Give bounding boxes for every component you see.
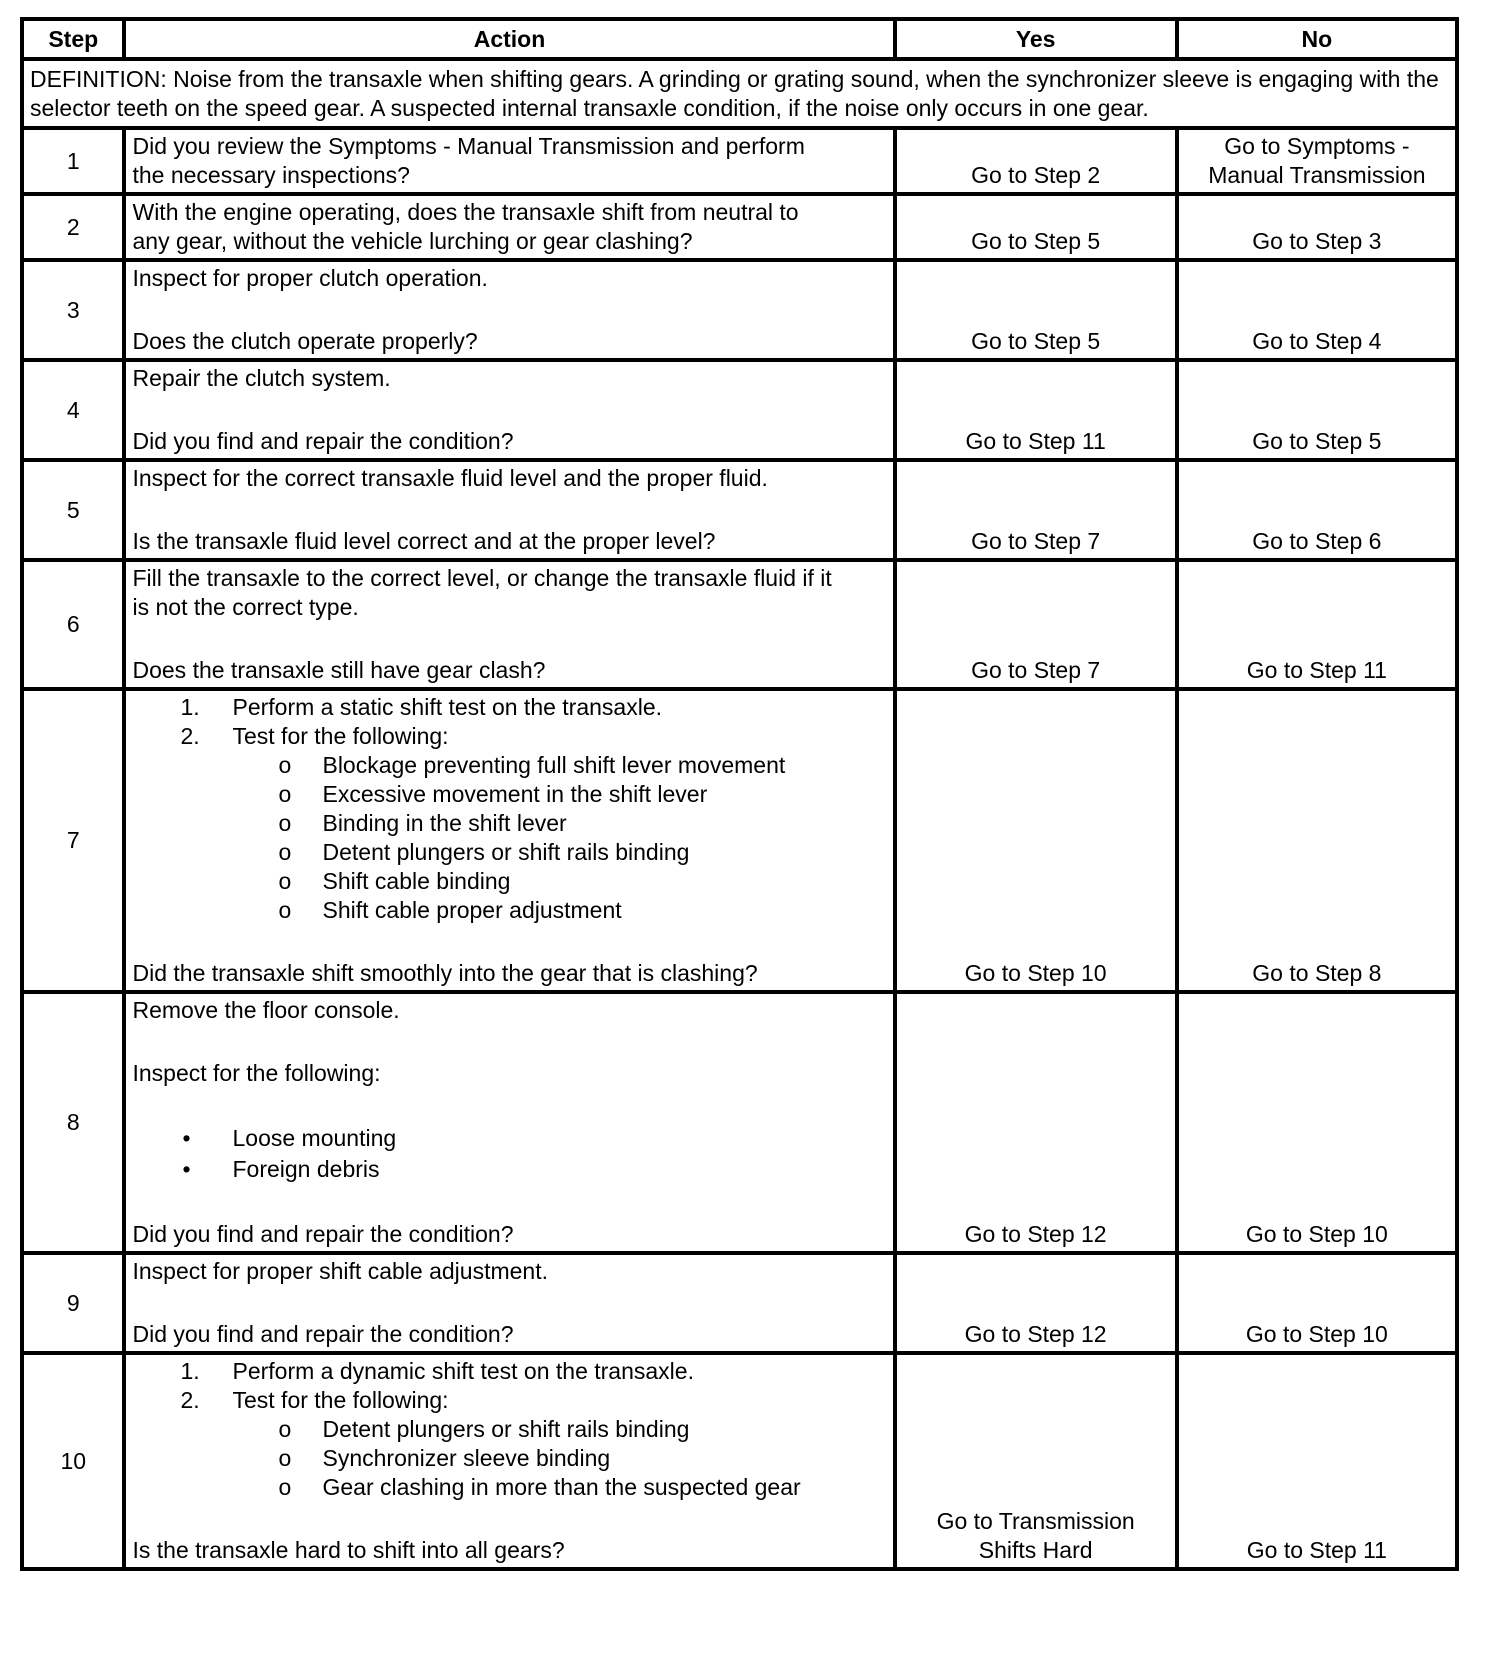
no-cell: Go to Step 5 [1179,362,1455,462]
header-row [24,21,1455,61]
no-cell: Go to Step 3 [1179,196,1455,262]
step-number: 7 [24,691,126,994]
action-intro: is not the correct type. [132,594,359,620]
action-question: Did the transaxle shift smoothly into the gear that is clashing? [132,960,758,986]
action-question: Did you find and repair the condition? [132,1221,514,1247]
yes-cell: Go to Step 5 [897,196,1179,262]
numbered-list [132,693,886,751]
action-intro: Remove the floor console. [132,997,400,1023]
action-cell [126,691,896,994]
diagnostic-table [20,17,1459,1571]
bullet-item: • Foreign debris [182,1156,380,1182]
yes-cell [897,1355,1179,1567]
step-number: 9 [24,1255,126,1355]
yes-cell: Go to Step 7 [897,462,1179,562]
table-row [24,1255,1455,1355]
header-action: Action [126,21,896,61]
table-row [24,262,1455,362]
no-cell: Go to Step 10 [1179,994,1455,1255]
list-item: 2. Test for the following: [180,1387,449,1413]
action-question: Is the transaxle hard to shift into all gears? [132,1537,565,1563]
no-cell: Go to Step 11 [1179,562,1455,691]
sub-item: o Synchronizer sleeve binding [278,1445,611,1471]
sub-item: o Blockage preventing full shift lever movement [278,752,786,778]
yes-text: Shifts Hard [978,1537,1093,1563]
action-text: With the engine operating, does the transaxle shift from neutral to [132,199,799,225]
table-row [24,462,1455,562]
action-cell [126,1255,896,1355]
sub-item: o Binding in the shift lever [278,810,567,836]
yes-cell: Go to Step 5 [897,262,1179,362]
list-item: 1. Perform a dynamic shift test on the transaxle. [180,1358,694,1384]
sub-item: o Detent plungers or shift rails binding [278,839,690,865]
action-cell [126,994,896,1255]
table-row [24,691,1455,994]
action-intro: Inspect for proper clutch operation. [132,265,488,291]
header-yes: Yes [897,21,1179,61]
table-row [24,562,1455,691]
action-cell [126,362,896,462]
sub-item: o Excessive movement in the shift lever [278,781,708,807]
action-intro: Inspect for the following: [132,1060,381,1086]
action-text: Did you review the Symptoms - Manual Transmission and perform [132,133,805,159]
action-text: any gear, without the vehicle lurching or gear clashing? [132,228,693,254]
sub-item: o Shift cable proper adjustment [278,897,622,923]
definition-text: DEFINITION: Noise from the transaxle when shifting gears. A grinding or grating sound, when the synchronizer sleeve is engaging with the selector teeth on the speed gear. A suspected internal transaxle condition, if the noise only occurs in one gear. [24,61,1455,130]
table-row [24,362,1455,462]
sub-item: o Shift cable binding [278,868,511,894]
no-text: Go to Symptoms - [1224,133,1410,159]
yes-cell: Go to Step 11 [897,362,1179,462]
yes-cell: Go to Step 12 [897,994,1179,1255]
table-row [24,994,1455,1255]
step-number: 6 [24,562,126,691]
no-cell: Go to Step 11 [1246,1537,1387,1563]
step-number: 8 [24,994,126,1255]
list-item: 2. Test for the following: [180,723,449,749]
action-cell [126,262,896,362]
table-row [24,1355,1455,1567]
action-intro: Inspect for the correct transaxle fluid level and the proper fluid. [132,465,768,491]
no-cell: Go to Step 8 [1179,691,1455,994]
action-question: Does the transaxle still have gear clash? [132,657,546,683]
action-cell [126,562,896,691]
action-text: the necessary inspections? [132,162,410,188]
no-cell [1179,130,1455,196]
numbered-list [132,1357,886,1415]
no-cell: Go to Step 6 [1179,462,1455,562]
yes-cell: Go to Step 12 [897,1255,1179,1355]
no-cell: Go to Step 4 [1179,262,1455,362]
action-intro: Inspect for proper shift cable adjustment. [132,1258,548,1284]
step-number: 3 [24,262,126,362]
step-number: 10 [24,1355,126,1567]
sub-item: o Gear clashing in more than the suspected gear [278,1474,801,1500]
yes-text: Go to Transmission [936,1508,1135,1534]
table-row [24,196,1455,262]
action-question: Did you find and repair the condition? [132,428,514,454]
action-cell [126,1355,896,1567]
header-no: No [1179,21,1455,61]
step-number: 1 [24,130,126,196]
action-cell [126,462,896,562]
table-row [24,130,1455,196]
bullet-item: • Loose mounting [182,1125,397,1151]
step-number: 2 [24,196,126,262]
yes-cell: Go to Step 2 [897,130,1179,196]
definition-row [24,61,1455,130]
action-cell [126,130,896,196]
yes-cell: Go to Step 7 [897,562,1179,691]
yes-cell: Go to Step 10 [897,691,1179,994]
step-number: 4 [24,362,126,462]
action-question: Is the transaxle fluid level correct and at the proper level? [132,528,716,554]
header-step: Step [24,21,126,61]
action-question: Did you find and repair the condition? [132,1321,514,1347]
action-cell [126,196,896,262]
action-intro: Fill the transaxle to the correct level, or change the transaxle fluid if it [132,565,832,591]
sub-item: o Detent plungers or shift rails binding [278,1416,690,1442]
action-intro: Repair the clutch system. [132,365,391,391]
step-number: 5 [24,462,126,562]
list-item: 1. Perform a static shift test on the transaxle. [180,694,663,720]
action-question: Does the clutch operate properly? [132,328,478,354]
no-cell: Go to Step 10 [1179,1255,1455,1355]
no-text: Manual Transmission [1208,162,1426,188]
